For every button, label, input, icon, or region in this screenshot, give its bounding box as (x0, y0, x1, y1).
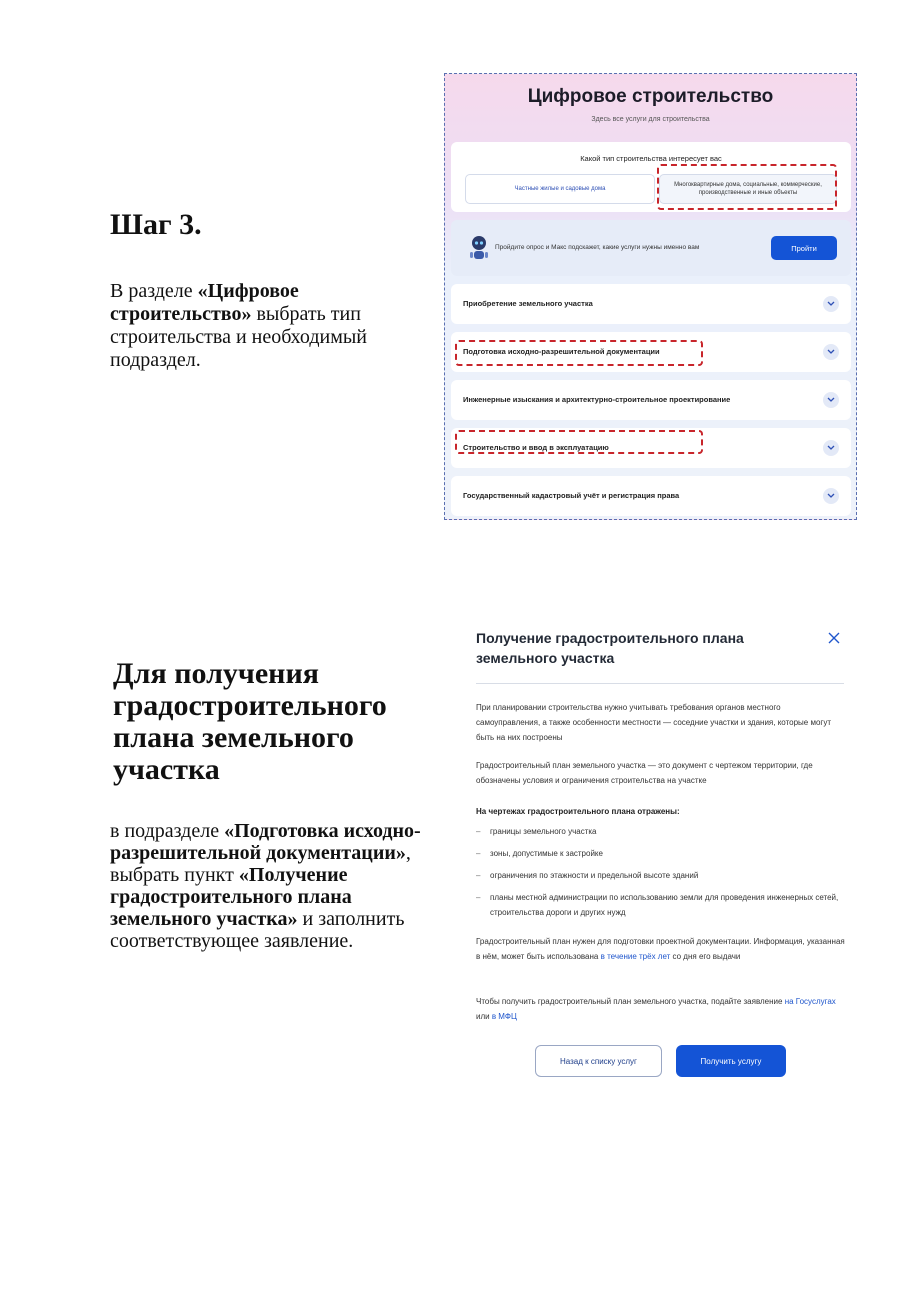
accordion-cadastral-registration[interactable] (451, 476, 851, 516)
page-subtitle: Здесь все услуги для строительства (591, 116, 710, 123)
back-to-services-button[interactable]: Назад к списку услуг (535, 1045, 662, 1077)
accordion-label: Приобретение земельного участка (463, 299, 593, 308)
accordion-land-acquisition[interactable] (451, 284, 851, 324)
accordion-label: Инженерные изыскания и архитектурно-строительное проектирование (463, 395, 731, 404)
chevron-down-icon (823, 488, 839, 504)
modal-paragraph-3: Градостроительный план нужен для подготовки проектной документации. Информация, указанная в нём, может быть использована в течение трёх лет со дня его выдачи (476, 937, 845, 961)
urban-plan-modal: Получение градостроительного плана земельного участка При планировании строительства нужно учитывать требования органов местного самоуправления, а также особенности местности — соседние участки и здания, которые могут быть на них построены Градостроительный план земельного участка — это документ с чертежом территории, где обозначены условия и ограничения строительства на участке На чертежах градостроительного плана отражены: – границы земельного участка – зоны, допустимые к застройке – ограничения по этажности и предельной высоте зданий – планы местной администрации по использованию земли для проведения инженерных сетей, строительства дороги и других нужд Градостроительный план нужен для подготовки проектной документации. Информация, указанная в нём, может быть использована в течение трёх лет со дня его выдачи Чтобы получить градостроительный план земельного участка, подайте заявление на Госуслугах или в МФЦ Назад к списку услуг Получить услугу (462, 620, 857, 1090)
modal-list-title: На чертежах градостроительного плана отражены: (476, 807, 680, 816)
survey-promo (451, 220, 851, 276)
chevron-down-icon (823, 296, 839, 312)
mfc-link[interactable]: в МФЦ (491, 1012, 517, 1021)
close-icon[interactable] (828, 632, 840, 644)
modal-paragraph-1: При планировании строительства нужно учитывать требования органов местного самоуправления, а также особенности местности — соседние участки и здания, которые могут быть на них построены (476, 703, 831, 742)
three-years-link[interactable]: в течение трёх лет (600, 952, 671, 961)
digital-construction-screenshot (444, 73, 857, 520)
accordion-label: Строительство и ввод в эксплуатацию (463, 443, 609, 452)
promo-text: Пройдите опрос и Макс подскажет, какие услуги нужны именно вам (495, 244, 700, 251)
section-title: Для получения градостроительного плана земельного участка (113, 657, 387, 786)
modal-divider (476, 683, 844, 684)
chevron-down-icon (823, 392, 839, 408)
modal-paragraph-2: Градостроительный план земельного участка — это документ с чертежом территории, где обозначены условия и ограничения строительства на участке (476, 761, 813, 785)
page-title: Цифровое строительство (527, 86, 774, 107)
step-description: В разделе «Цифровое строительство» выбрать тип строительства и необходимый подраздел. (110, 280, 367, 371)
highlight-permit-documentation (455, 340, 703, 366)
option-private-houses[interactable]: Частные жилые и садовые дома (465, 174, 655, 204)
section-description: в подразделе «Подготовка исходно-разрешительной документации», выбрать пункт «Получение градостроительного плана земельного участка» и заполнить соответствующее заявление. (110, 820, 421, 952)
accordion-engineering-design[interactable] (451, 380, 851, 420)
get-service-button[interactable]: Получить услугу (676, 1045, 786, 1077)
accordion-label: Подготовка исходно-разрешительной документации (463, 347, 660, 356)
option-apartment-buildings[interactable]: Многоквартирные дома, социальные, коммерческие, производственные и иные объекты (659, 174, 837, 204)
take-survey-button[interactable]: Пройти (771, 236, 837, 260)
modal-title: Получение градостроительного плана земельного участка (476, 630, 744, 666)
chevron-down-icon (823, 344, 839, 360)
highlight-construction-commissioning (455, 430, 703, 454)
gosuslugi-link[interactable]: на Госуслугах (784, 997, 836, 1006)
robot-assistant-icon (467, 234, 491, 262)
accordion-label: Государственный кадастровый учёт и регистрация права (463, 491, 680, 500)
construction-type-question: Какой тип строительства интересует вас (580, 154, 722, 163)
modal-paragraph-4: Чтобы получить градостроительный план земельного участка, подайте заявление на Госуслугах или в МФЦ (476, 997, 836, 1021)
highlight-construction-type (657, 164, 837, 210)
chevron-down-icon (823, 440, 839, 456)
step-title: Шаг 3. (110, 208, 202, 241)
